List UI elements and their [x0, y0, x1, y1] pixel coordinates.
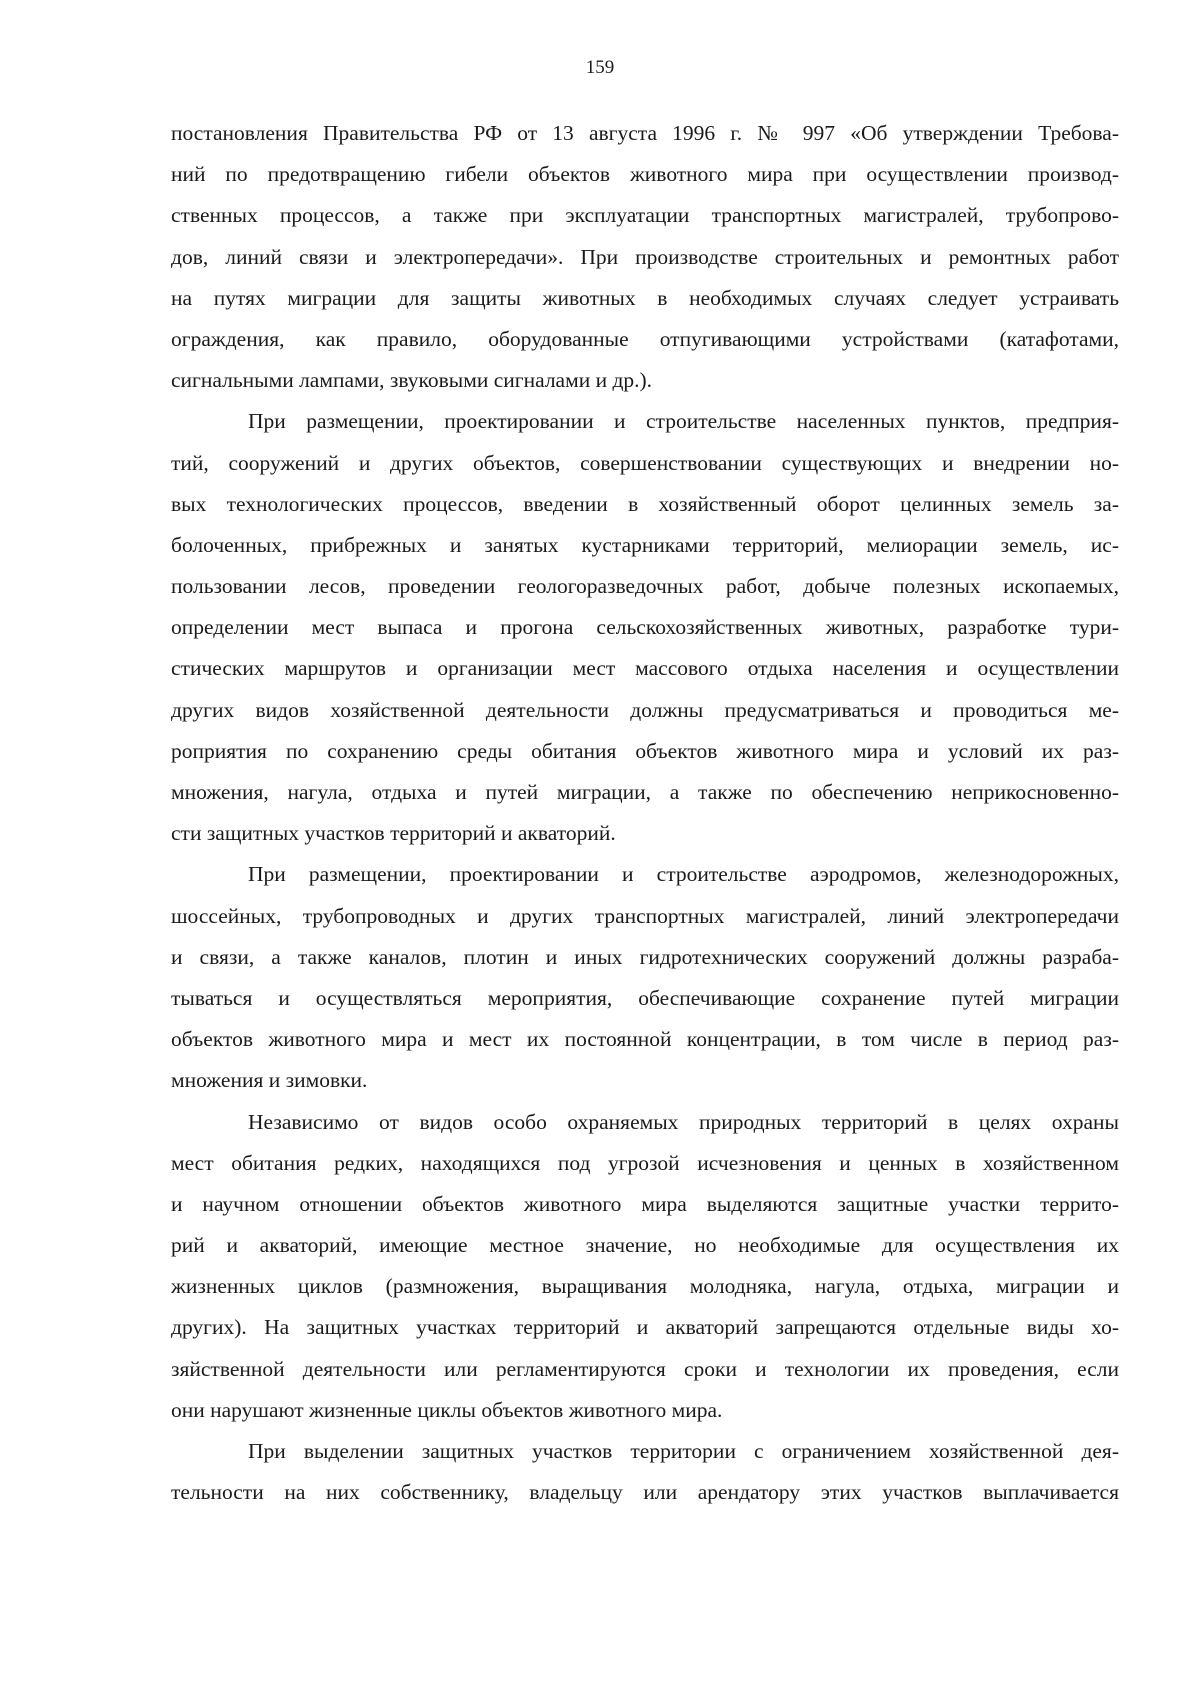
text-line: они нарушают жизненные циклы объектов животного мира.	[171, 1397, 723, 1422]
text-line: стических маршрутов и организации мест массового отдыха населения и осуществлении	[171, 656, 1119, 681]
text-line: При размещении, проектировании и строительстве населенных пунктов, предприя-	[248, 409, 1119, 434]
text-line: тываться и осуществляться мероприятия, обеспечивающие сохранение путей миграции	[171, 985, 1119, 1010]
text-line: При размещении, проектировании и строительстве аэродромов, железнодорожных,	[248, 862, 1119, 887]
text-line: ственных процессов, а также при эксплуатации транспортных магистралей, трубопрово-	[171, 203, 1119, 228]
text-line: рий и акваторий, имеющие местное значение, но необходимые для осуществления их	[171, 1233, 1119, 1258]
text-line: пользовании лесов, проведении геологоразведочных работ, добыче полезных ископаемых,	[171, 574, 1119, 599]
text-line: Независимо от видов особо охраняемых природных территорий в целях охраны	[248, 1109, 1119, 1134]
text-line: определении мест выпаса и прогона сельскохозяйственных животных, разработке тури-	[171, 615, 1119, 640]
text-line: зяйственной деятельности или регламентируются сроки и технологии их проведения, если	[171, 1356, 1119, 1381]
text-line: шоссейных, трубопроводных и других транспортных магистралей, линий электропередачи	[171, 903, 1119, 928]
text-line: объектов животного мира и мест их постоянной концентрации, в том числе в период раз-	[171, 1027, 1119, 1052]
paragraph	[171, 854, 1119, 1101]
text-line: других видов хозяйственной деятельности должны предусматриваться и проводиться ме-	[171, 697, 1119, 722]
text-line: на путях миграции для защиты животных в необходимых случаях следует устраивать	[171, 285, 1119, 310]
text-line: тельности на них собственнику, владельцу или арендатору этих участков выплачивается	[171, 1480, 1119, 1505]
paragraph	[171, 113, 1119, 401]
text-line: ний по предотвращению гибели объектов животного мира при осуществлении производ-	[171, 162, 1119, 187]
body-text	[171, 113, 1119, 1513]
text-line: других). На защитных участках территорий и акваторий запрещаются отдельные виды хо-	[171, 1315, 1119, 1340]
text-line: тий, сооружений и других объектов, совершенствовании существующих и внедрении но-	[171, 450, 1119, 475]
text-line: роприятия по сохранению среды обитания объектов животного мира и условий их раз-	[171, 738, 1119, 763]
text-line: ограждения, как правило, оборудованные отпугивающими устройствами (катафотами,	[171, 326, 1119, 351]
text-line: и научном отношении объектов животного мира выделяются защитные участки террито-	[171, 1191, 1119, 1216]
text-line: мест обитания редких, находящихся под угрозой исчезновения и ценных в хозяйственном	[171, 1150, 1119, 1175]
text-line: жизненных циклов (размножения, выращивания молодняка, нагула, отдыха, миграции и	[171, 1274, 1119, 1299]
text-line: вых технологических процессов, введении в хозяйственный оборот целинных земель за-	[171, 491, 1119, 516]
text-line: болоченных, прибрежных и занятых кустарниками территорий, мелиорации земель, ис-	[171, 532, 1119, 557]
text-line: множения, нагула, отдыха и путей миграции, а также по обеспечению неприкосновенно-	[171, 780, 1119, 804]
text-line: множения и зимовки.	[171, 1068, 368, 1093]
text-line: и связи, а также каналов, плотин и иных гидротехнических сооружений должны разраба-	[171, 944, 1119, 969]
text-line: сигнальными лампами, звуковыми сигналами и др.).	[171, 368, 653, 393]
text-line: постановления Правительства РФ от 13 августа 1996 г. № 997 «Об утверждении Требова-	[171, 121, 1119, 145]
page-number: 159	[585, 57, 615, 78]
paragraph	[171, 401, 1119, 854]
text-line: При выделении защитных участков территории с ограничением хозяйственной дея-	[248, 1439, 1119, 1463]
paragraph	[171, 1431, 1119, 1513]
text-line: сти защитных участков территорий и акваторий.	[171, 821, 616, 846]
text-line: дов, линий связи и электропередачи». При производстве строительных и ремонтных работ	[171, 244, 1119, 269]
paragraph	[171, 1102, 1119, 1432]
